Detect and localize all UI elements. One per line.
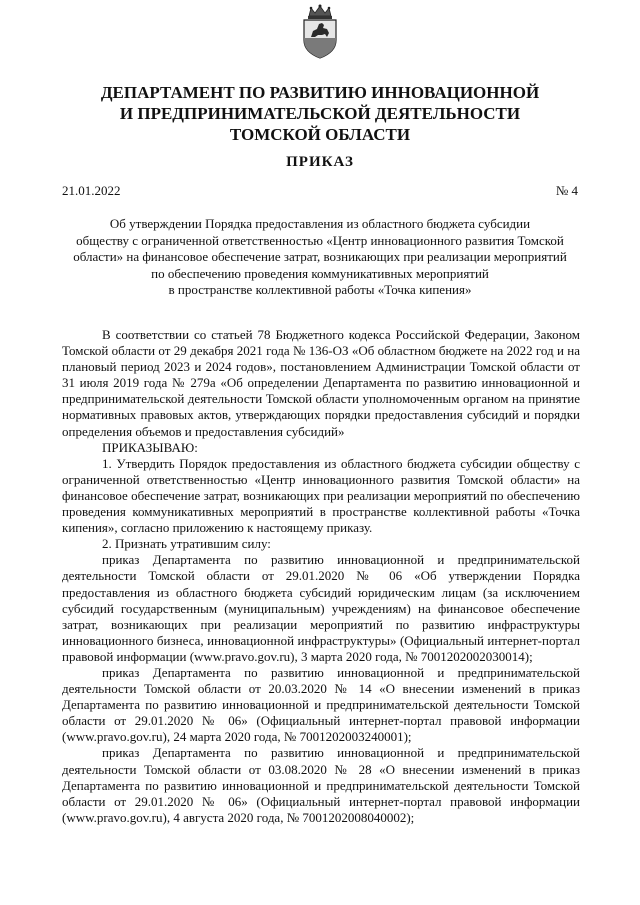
item-2-paragraph: 2. Признать утратившим силу: <box>102 536 271 552</box>
order-word: ПРИКАЗЫВАЮ: <box>102 439 198 455</box>
preamble-paragraph: В соответствии со статьей 78 Бюджетного кодекса Российской Федерации, Законом Томской области от 29 декабря 2021 года № 136-ОЗ «Об областном бюджете на 2022 год и на плановый период 2023 и 2024 годов», постановлением Администрации Томской области от 31 июля 2019 года № 279а «Об определении Департамента по развитию инновационной и предпринимательской деятельности Томской области уполномоченным органом на принятие нормативных правовых актов, утверждающих порядки предоставления субсидий и порядки определения объемов и предоставления субсидий» <box>62 327 580 439</box>
order-subject <box>62 216 578 299</box>
subject-line3: области» на финансовое обеспечение затрат, возникающих при реализации мероприятий <box>73 249 567 264</box>
item-1-paragraph: 1. Утвердить Порядок предоставления из областного бюджета субсидии обществу с ограниченной ответственностью «Центр инновационного развития Томской области» на финансовое обеспечение затрат, возникающих при реализации мероприятий по обеспечению проведения коммуникативных мероприятий в пространстве коллективной работы «Точка кипения», согласно приложению к настоящему приказу. <box>62 455 580 536</box>
department-name-line3: ТОМСКОЙ ОБЛАСТИ <box>229 125 411 144</box>
order-date: 21.01.2022 <box>62 183 121 198</box>
department-name <box>60 82 580 145</box>
item-2b-paragraph: приказ Департамента по развитию инновационной и предпринимательской деятельности Томской области от 20.03.2020 № 14 «О внесении изменений в приказ Департамента по развитию инновационной и предпринимательской деятельности Томской области от 29.01.2020 № 06» (Официальный интернет-портал правовой информации (www.pravo.gov.ru), 24 марта 2020 года, № 7001202003240001); <box>62 664 580 745</box>
department-name-line1: ДЕПАРТАМЕНТ ПО РАЗВИТИЮ ИННОВАЦИОННОЙ <box>100 83 540 102</box>
document-type-title: ПРИКАЗ <box>286 154 354 170</box>
subject-line1: Об утверждении Порядка предоставления из областного бюджета субсидии <box>109 216 531 231</box>
subject-line5: в пространстве коллективной работы «Точка кипения» <box>168 282 472 297</box>
order-number: № 4 <box>555 183 578 198</box>
subject-line4: по обеспечению проведения коммуникативных мероприятий <box>151 265 489 281</box>
department-name-line2: И ПРЕДПРИНИМАТЕЛЬСКОЙ ДЕЯТЕЛЬНОСТИ <box>119 104 521 123</box>
subject-line2: обществу с ограниченной ответственностью «Центр инновационного развития Томской <box>76 232 564 248</box>
item-2a-paragraph: приказ Департамента по развитию инновационной и предпринимательской деятельности Томской области от 29.01.2020 № 06 «Об утверждении Порядка предоставления из областного бюджета субсидий юридическим лицам (за исключением субсидий государственным (муниципальным) учреждениям) на финансовое обеспечение затрат, возникающих при реализации мероприятий по развитию инфраструктуры инновационного бизнеса, инновационной инфраструктуры» (Официальный интернет-портал правовой информации (www.pravo.gov.ru), 3 марта 2020 года, № 7001202002030014); <box>62 552 580 664</box>
order-body <box>62 327 580 826</box>
item-2c-paragraph: приказ Департамента по развитию инновационной и предпринимательской деятельности Томской области от 03.08.2020 № 28 «О внесении изменений в приказ Департамента по развитию инновационной и предпринимательской деятельности Томской области от 29.01.2020 № 06» (Официальный интернет-портал правовой информации (www.pravo.gov.ru), 4 августа 2020 года, № 7001202008040002); <box>62 745 580 825</box>
tomsk-coat-of-arms-icon <box>298 2 342 60</box>
